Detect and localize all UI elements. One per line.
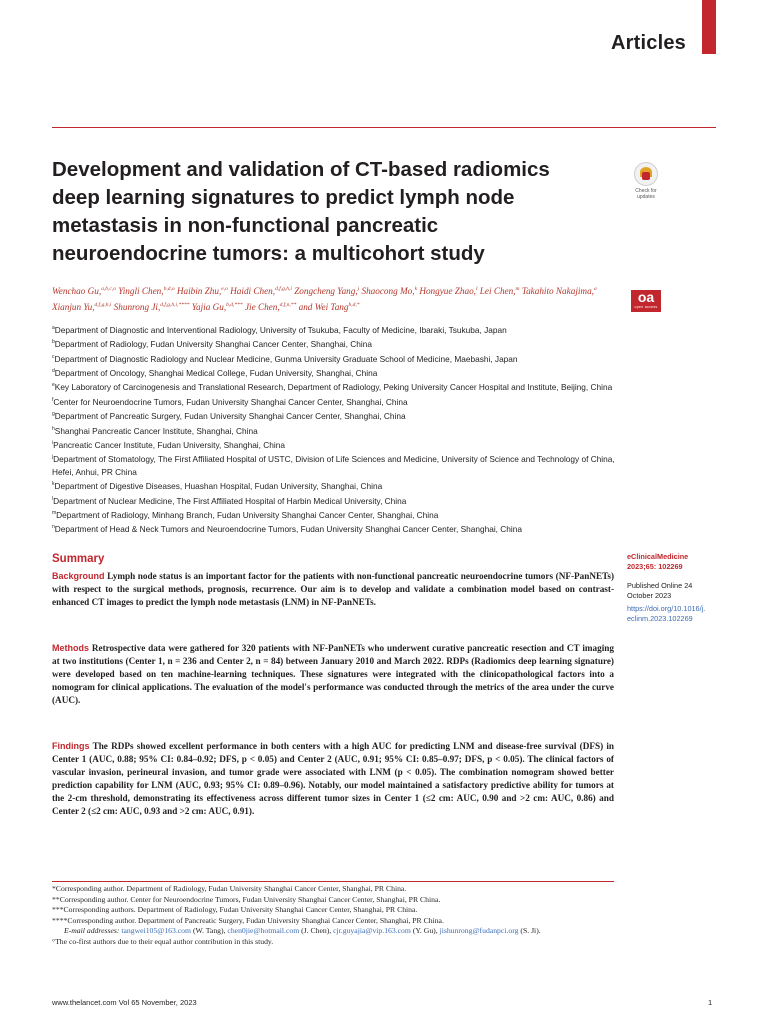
findings-paragraph (52, 740, 614, 818)
footnote-cofirst: °The co-first authors due to their equal author contribution in this study. (52, 936, 274, 946)
affiliation-text: Department of Stomatology, The First Affiliated Hospital of USTC, Division of Life Sciences and Medicine, University of Science and Technology of China, Hefei, Anhui, PR China (52, 454, 615, 477)
affiliation-item (52, 379, 617, 393)
author-affiliation-marker: d,f,g,h,i,**** (160, 301, 190, 308)
affiliation-item (52, 408, 617, 422)
affiliation-key: n (52, 524, 55, 531)
open-access-badge (631, 290, 661, 312)
affiliation-item (52, 521, 617, 535)
background-paragraph (52, 570, 614, 609)
affiliation-key: e (52, 382, 55, 389)
affiliation-key: g (52, 411, 55, 418)
author-affiliation-marker: m (515, 286, 520, 292)
section-label: Articles (611, 32, 686, 54)
footnote-corresponding-4: ****Corresponding author. Department of Pancreatic Surgery, Fudan University Shanghai Cancer Center, Shanghai, PR China. (52, 915, 444, 925)
affiliation-item (52, 423, 617, 437)
check-for-updates-label: Check for updates (635, 188, 657, 200)
check-for-updates-badge[interactable] (628, 162, 664, 200)
author-affiliation-marker: d,f,g,h,i (275, 286, 292, 292)
affiliation-key: d (52, 368, 55, 375)
affiliation-text: Pancreatic Cancer Institute, Fudan University, Shanghai, China (53, 439, 285, 450)
header-accent-bar (702, 0, 716, 54)
affiliation-item (52, 322, 617, 336)
author-affiliation-marker: b,d,* (348, 301, 360, 308)
affiliation-text: Department of Radiology, Fudan University Shanghai Cancer Center, Shanghai, China (54, 339, 372, 350)
author-list (52, 283, 614, 314)
header-rule (52, 127, 716, 128)
author-affiliation-marker: k (414, 286, 418, 292)
affiliation-key: b (52, 339, 55, 346)
email-owner-ji: (S. Ji). (520, 926, 541, 935)
affiliation-text: Shanghai Pancreatic Cancer Institute, Shanghai, China (54, 425, 258, 436)
check-for-updates-icon (634, 162, 658, 186)
email-link-tang[interactable]: tangwei105@163.com (121, 926, 192, 935)
footnote-corresponding-1: *Corresponding author. Department of Radiology, Fudan University Shanghai Cancer Center, Shanghai, PR China. (52, 884, 407, 893)
author-name: Wenchao Gu, (52, 286, 102, 297)
email-owner-gu: (Y. Gu), (412, 926, 438, 935)
affiliation-text: Department of Radiology, Minhang Branch, Fudan University Shanghai Cancer Center, Shanghai, China (56, 509, 439, 520)
affiliation-key: j (52, 454, 54, 461)
affiliation-text: Department of Diagnostic and Interventional Radiology, University of Tsukuba, Faculty of Medicine, Ibaraki, Tsukuba, Japan (54, 324, 507, 335)
email-label: E-mail addresses: (64, 926, 120, 935)
footnote-emails (52, 926, 617, 937)
author-affiliation-marker: a,b,c,o (101, 286, 116, 292)
open-access-logo: oa (637, 289, 655, 305)
author-name: Shaocong Mo, (361, 286, 415, 297)
page-number: 1 (708, 998, 713, 1007)
journal-citation: eClinicalMedicine 2023;65: 102269 (627, 552, 689, 571)
background-text: Lymph node status is an important factor for the patients with non-functional pancreatic neuroendocrine tumors (NF-PanNETs) with respect to the surgical methods, prognosis, recurrence. Our aim is to develop and validate a combination model based on contrast-enhanced CT images to predict the lymph node metastasis (LNM) in NF-PanNETs. (52, 571, 614, 607)
author-name: Zongcheng Yang, (294, 286, 358, 297)
email-link-chen[interactable]: chen0jie@hotmail.com (227, 926, 300, 935)
affiliation-item (52, 437, 617, 451)
author-affiliation-marker: b,d,o (163, 286, 175, 292)
author-name: Shunrong Ji, (113, 301, 161, 312)
affiliation-list (52, 322, 617, 536)
doi-link[interactable]: https://doi.org/10.1016/j.eclinm.2023.102269 (627, 604, 706, 623)
affiliation-item (52, 507, 617, 521)
affiliation-key: i (52, 439, 54, 446)
affiliation-text: Department of Head & Neck Tumors and Neuroendocrine Tumors, Fudan University Shanghai Cancer Center, Shanghai, China (54, 524, 522, 535)
email-link-ji[interactable]: jishunrong@fudanpci.org (439, 926, 519, 935)
author-name: Xianjun Yu, (52, 301, 95, 312)
author-name: Takahito Nakajima, (521, 286, 594, 297)
footnotes (52, 884, 617, 947)
author-name: Hongyue Zhao, (419, 286, 476, 297)
author-name: Jie Chen, (244, 301, 280, 312)
author-name: Haibin Zhu, (176, 286, 222, 297)
background-label: Background (52, 571, 105, 581)
affiliation-item (52, 365, 617, 379)
affiliation-item (52, 351, 617, 365)
affiliation-item (52, 493, 617, 507)
author-name: Yingli Chen, (118, 286, 164, 297)
methods-label: Methods (52, 643, 89, 653)
affiliation-key: c (52, 353, 55, 360)
affiliation-text: Key Laboratory of Carcinogenesis and Translational Research, Department of Radiology, Peking University Cancer Hospital and Institute, Beijing, China (54, 382, 613, 393)
affiliation-text: Department of Oncology, Shanghai Medical College, Fudan University, Shanghai, China (54, 367, 378, 378)
methods-paragraph (52, 642, 614, 707)
affiliation-text: Department of Nuclear Medicine, The First Affiliated Hospital of Harbin Medical University, China (53, 495, 407, 506)
article-title: Development and validation of CT-based radiomics deep learning signatures to predict lymph node metastasis in non-functional pancreatic neuroendocrine tumors: a multicohort study (52, 158, 550, 265)
summary-heading: Summary (52, 553, 105, 565)
open-access-sub: open access (634, 305, 658, 309)
affiliation-key: a (52, 325, 55, 331)
affiliation-text: Department of Diagnostic Radiology and Nuclear Medicine, Gunma University Graduate School of Medicine, Maebashi, Japan (54, 353, 518, 364)
footer-journal: www.thelancet.com Vol 65 November, 2023 (52, 998, 197, 1007)
findings-text: The RDPs showed excellent performance in both centers with a high AUC for predicting LNM and disease-free survival (DFS) in Center 1 (AUC, 0.88; 95% CI: 0.84–0.92; DFS, p < 0.05) and Center 2 (AUC, 0.91; 95% CI: 0.85–0.97; DFS, p < 0.05). The clinical factors of vascular invasion, perineural invasion, and tumor grade were associated with LNM (p < 0.05). The combination nomogram showed better prediction capability for LNM (AUC, 0.93; 95% CI: 0.89–0.96). Notably, our model maintained a satisfactory predictive ability for tumors at the 2-cm threshold, demonstrating its effectiveness across different tumor sizes in Center 1 (≤2 cm: AUC, 0.90 and >2 cm: AUC, 0.86) and Center 2 (≤2 cm: AUC, 0.93 and >2 cm: AUC, 0.91). (52, 741, 614, 816)
affiliation-key: h (52, 425, 55, 432)
email-owner-tang: (W. Tang), (192, 926, 226, 935)
footnote-corresponding-3: ***Corresponding authors. Department of Radiology, Fudan University Shanghai Cancer Center, Shanghai, PR China. (52, 905, 418, 914)
author-name: and Wei Tang (298, 301, 349, 312)
email-link-gu[interactable]: cjr.guyajia@vip.163.com (333, 926, 411, 935)
affiliation-text: Department of Digestive Diseases, Huashan Hospital, Fudan University, Shanghai, China (54, 480, 383, 491)
author-affiliation-marker: d,f,n,** (279, 301, 297, 308)
affiliation-item (52, 451, 617, 478)
author-name: Lei Chen, (479, 286, 516, 297)
author-name: Yajia Gu, (191, 301, 227, 312)
affiliation-key: f (52, 396, 54, 403)
findings-label: Findings (52, 741, 90, 751)
affiliation-key: k (52, 481, 55, 488)
affiliation-text: Center for Neuroendocrine Tumors, Fudan University Shanghai Cancer Center, Shanghai, China (53, 396, 408, 407)
affiliation-key: l (52, 495, 54, 502)
affiliation-text: Department of Pancreatic Surgery, Fudan University Shanghai Cancer Center, Shanghai, China (54, 410, 406, 421)
affiliation-item (52, 478, 617, 492)
affiliation-item (52, 394, 617, 408)
published-date: Published Online 24 October 2023 (627, 581, 693, 600)
author-affiliation-marker: a (593, 286, 597, 292)
affiliation-item (52, 336, 617, 350)
footnote-rule (52, 881, 614, 882)
author-affiliation-marker: j (357, 286, 360, 292)
affiliation-key: m (52, 509, 57, 516)
email-owner-chen: (J. Chen), (301, 926, 332, 935)
footnote-corresponding-2: **Corresponding author. Center for Neuroendocrine Tumors, Fudan University Shanghai Cancer Center, Shanghai, PR China. (52, 894, 441, 904)
author-affiliation-marker: b,d,*** (226, 301, 243, 308)
author-affiliation-marker: l (475, 286, 478, 292)
author-affiliation-marker: e,o (221, 286, 228, 292)
methods-text: Retrospective data were gathered for 320 patients with NF-PanNETs who underwent curative pancreatic resection and CT imaging at two institutions (Center 1, n = 236 and Center 2, n = 84) between January 2010 and March 2022. RDPs (Radiomics deep learning signature) were developed based on ten machine-learning techniques. These signatures were integrated with the clinicopathological factors into a nomogram for clinical applications. The evaluation of the model's performance was conducted through the metrics of the area under the curve (AUC). (52, 643, 615, 705)
author-affiliation-marker: d,f,g,h,i (94, 301, 112, 308)
author-name: Haidi Chen, (230, 286, 276, 297)
